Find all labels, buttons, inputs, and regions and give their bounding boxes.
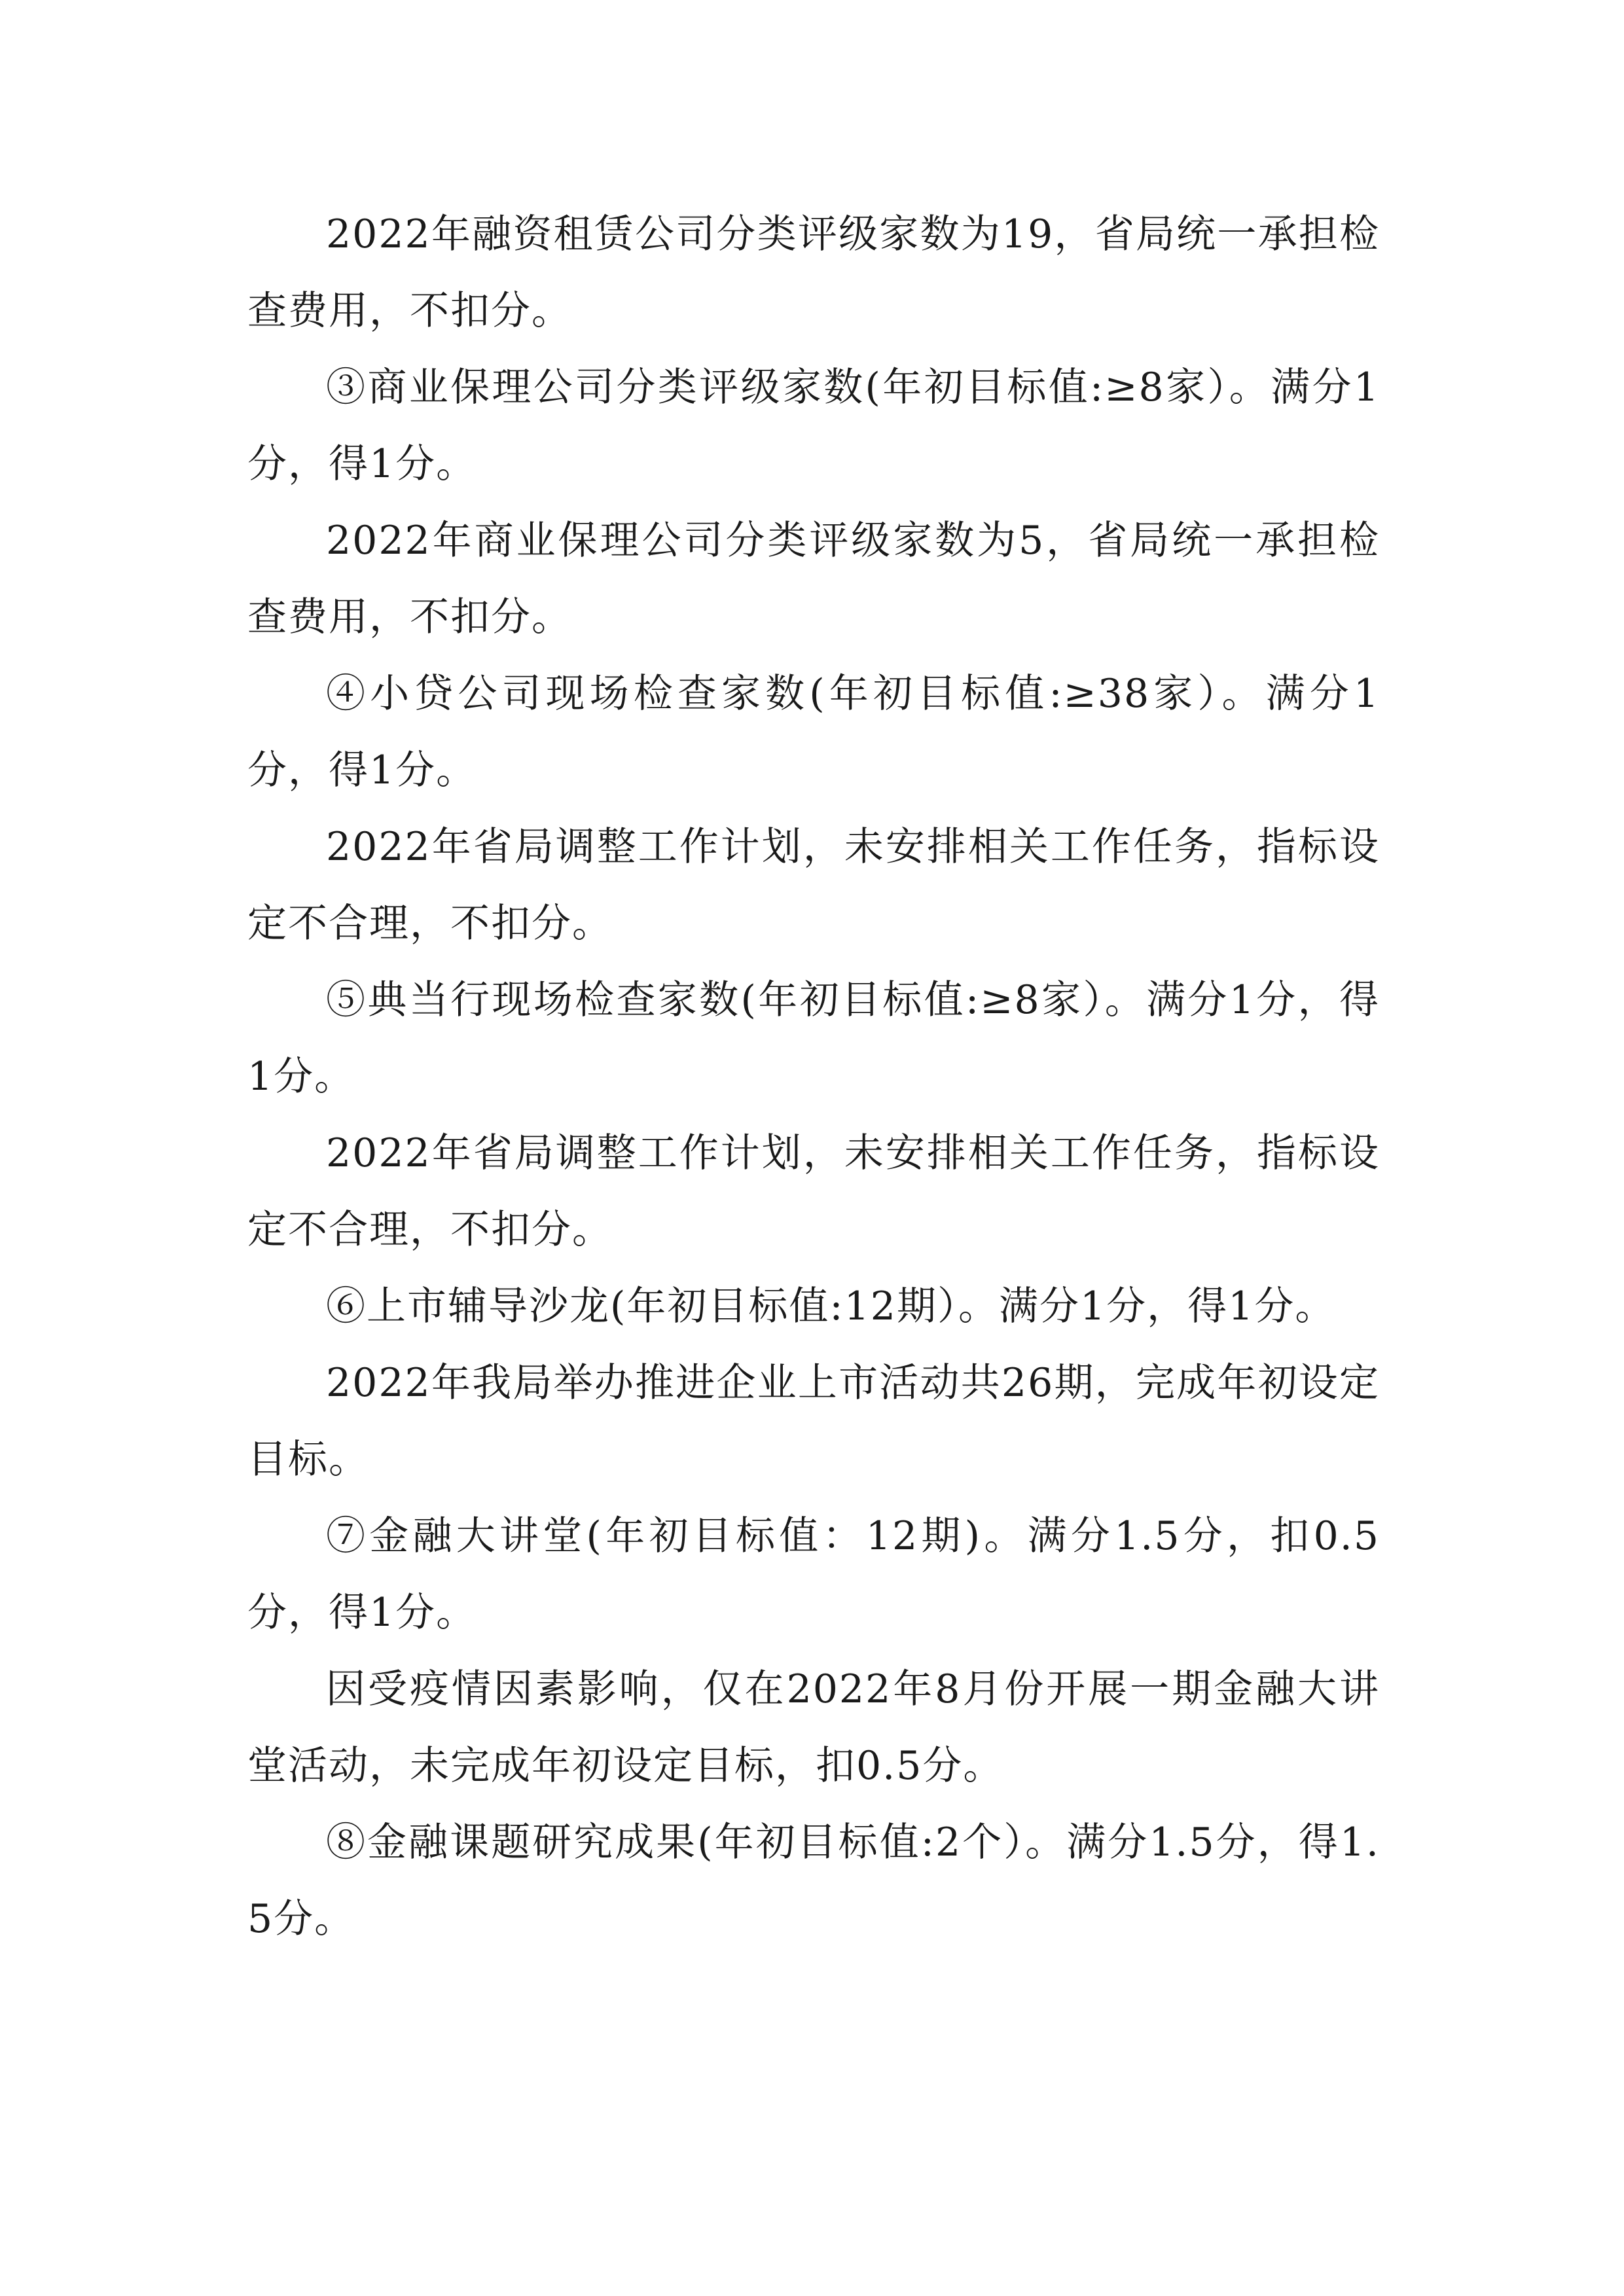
paragraph: ④小贷公司现场检查家数(年初目标值:≥38家）。满分1分，得1分。	[247, 671, 1380, 793]
paragraph: ⑤典当行现场检查家数(年初目标值:≥8家）。满分1分，得1分。	[247, 977, 1380, 1100]
paragraph: 2022年我局举办推进企业上市活动共26期，完成年初设定目标。	[247, 1360, 1380, 1482]
paragraph: 2022年商业保理公司分类评级家数为5，省局统一承担检查费用，不扣分。	[247, 518, 1380, 640]
paragraph: 2022年省局调整工作计划，未安排相关工作任务，指标设定不合理，不扣分。	[247, 824, 1380, 946]
paragraph: ③商业保理公司分类评级家数(年初目标值:≥8家）。满分1分，得1分。	[247, 365, 1380, 487]
document-body	[247, 196, 1380, 1958]
paragraph: ⑥上市辅导沙龙(年初目标值:12期）。满分1分，得1分。	[326, 1283, 1336, 1329]
paragraph: 2022年省局调整工作计划，未安排相关工作任务，指标设定不合理，不扣分。	[247, 1130, 1380, 1253]
paragraph: 2022年融资租赁公司分类评级家数为19，省局统一承担检查费用，不扣分。	[247, 211, 1380, 334]
paragraph: 因受疫情因素影响，仅在2022年8月份开展一期金融大讲堂活动，未完成年初设定目标，扣0.5分。	[247, 1666, 1380, 1789]
paragraph: ⑧金融课题研究成果(年初目标值:2个）。满分1.5分，得1.5分。	[247, 1820, 1380, 1942]
paragraph: ⑦金融大讲堂(年初目标值：12期)。满分1.5分，扣0.5分，得1分。	[247, 1513, 1380, 1636]
